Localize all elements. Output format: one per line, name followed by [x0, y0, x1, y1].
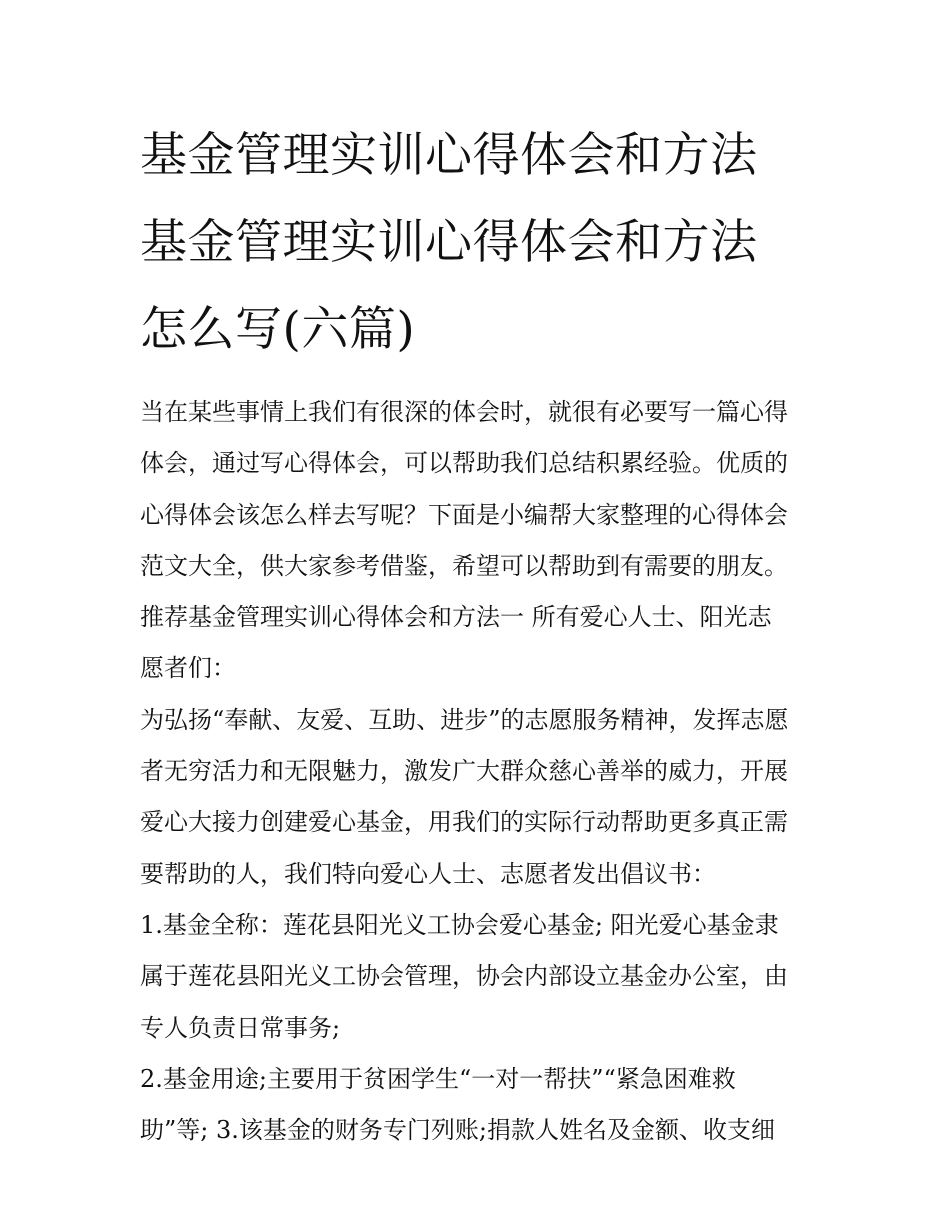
document-title — [140, 112, 820, 373]
title-line: 基金管理实训心得体会和方法 — [140, 215, 758, 270]
title-line: 基金管理实训心得体会和方法 — [140, 128, 758, 183]
document-body — [140, 387, 820, 1156]
body-text-line: 爱心大接力创建爱心基金，用我们的实际行动帮助更多真正需 — [140, 808, 788, 837]
body-text-line: 属于莲花县阳光义工协会管理，协会内部设立基金办公室，由 — [140, 962, 788, 991]
body-text-line: 推荐基金管理实训心得体会和方法一 所有爱心人士、阳光志 — [140, 603, 772, 632]
body-text-line: 专人负责日常事务; — [140, 1013, 341, 1042]
body-text-line: 范文大全，供大家参考借鉴，希望可以帮助到有需要的朋友。 — [140, 551, 788, 580]
body-text-line: 1.基金全称：莲花县阳光义工协会爱心基金; 阳光爱心基金隶 — [140, 910, 779, 939]
body-text-line: 当在某些事情上我们有很深的体会时，就很有必要写一篇心得 — [140, 398, 788, 426]
document-page — [140, 112, 820, 1156]
body-text-line: 愿者们： — [140, 654, 236, 683]
body-text-line: 为弘扬“奉献、友爱、互助、进步”的志愿服务精神，发挥志愿 — [140, 705, 789, 734]
body-text-line: 体会，通过写心得体会，可以帮助我们总结积累经验。优质的 — [140, 449, 788, 478]
body-text-line: 者无穷活力和无限魅力，激发广大群众慈心善举的威力，开展 — [140, 757, 788, 786]
title-line: 怎么写(六篇) — [140, 302, 416, 357]
body-text-line: 心得体会该怎么样去写呢？下面是小编帮大家整理的心得体会 — [140, 500, 788, 529]
body-text-line: 要帮助的人，我们特向爱心人士、志愿者发出倡议书： — [140, 859, 716, 888]
body-text-line: 2.基金用途;主要用于贫困学生“一对一帮扶”“紧急困难救 — [140, 1064, 736, 1093]
body-text-line: 助”等; 3.该基金的财务专门列账;捐款人姓名及金额、收支细 — [140, 1116, 775, 1145]
